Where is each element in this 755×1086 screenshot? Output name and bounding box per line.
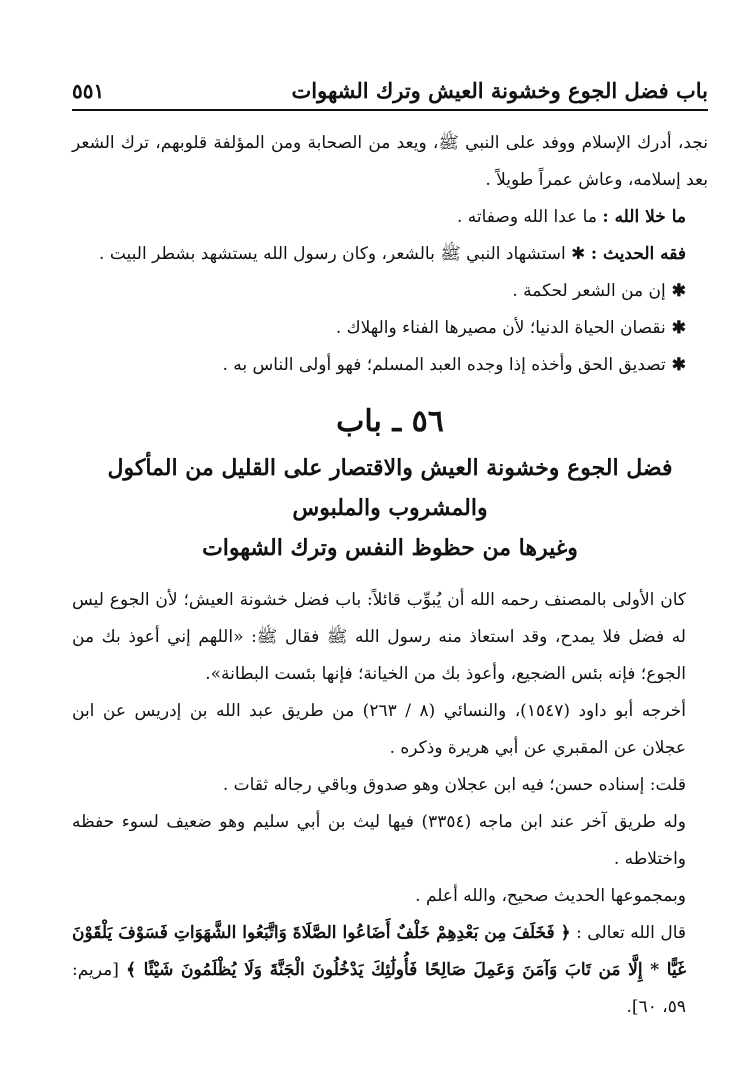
fiqh-label: فقه الحديث :	[590, 244, 686, 264]
bullet-item	[72, 273, 708, 310]
grading-paragraph: قلت: إسناده حسن؛ فيه ابن عجلان وهو صدوق وباقي رجاله ثقات .	[222, 775, 686, 795]
ma-khala-text: ما عدا الله وصفاته .	[456, 207, 597, 227]
asterisk-icon: ✱	[571, 244, 586, 264]
other-route-paragraph: وله طريق آخر عند ابن ماجه (٣٣٥٤) فيها ليث بن أبي سليم وهو ضعيف لسوء حفظه واختلاطه .	[72, 812, 686, 869]
quran-lead: قال الله تعالى :	[576, 923, 687, 943]
quran-paragraph	[72, 915, 708, 1026]
chapter-title-line2: وغيرها من حظوظ النفس وترك الشهوات	[202, 535, 578, 561]
asterisk-icon: ✱	[671, 318, 686, 338]
header-title: باب فضل الجوع وخشونة العيش وترك الشهوات	[291, 78, 708, 103]
ma-khala-definition	[72, 199, 708, 236]
conclusion-paragraph: وبمجموعها الحديث صحيح، والله أعلم .	[415, 886, 686, 906]
quran-verse: ﴿ فَخَلَفَ مِن بَعْدِهِمْ خَلْفٌ أَضَاعُوا الصَّلَاةَ وَاتَّبَعُوا الشَّهَوَاتِ فَسَوْفَ يَلْقَوْنَ غَيًّا * إِلَّا مَن تَابَ وَآمَنَ وَعَمِلَ صَالِحًا فَأُولَٰئِكَ يَدْخُلُونَ الْجَنَّةَ وَلَا يُظْلَمُونَ شَيْئًا ﴾	[72, 923, 687, 980]
asterisk-icon: ✱	[671, 281, 686, 301]
running-header	[72, 78, 708, 111]
asterisk-icon: ✱	[671, 355, 686, 375]
chapter-title-line1: فضل الجوع وخشونة العيش والاقتصار على القليل من المأكول والمشروب والملبوس	[107, 455, 673, 521]
takhrij-paragraph: أخرجه أبو داود (١٥٤٧)، والنسائي (٨ / ٢٦٣) من طريق عبد الله بن إدريس عن ابن عجلان عن المقبري عن أبي هريرة وذكره .	[72, 701, 686, 758]
page-number: ٥٥١	[72, 79, 105, 103]
bullet-text: نقصان الحياة الدنيا؛ لأن مصيرها الفناء والهلاك .	[335, 318, 666, 338]
bullet-item	[72, 310, 708, 347]
chapter-title	[72, 448, 708, 568]
chapter-number: ٥٦ ـ باب	[336, 404, 444, 439]
page	[72, 78, 708, 1026]
bullet-text: إن من الشعر لحكمة .	[512, 281, 666, 301]
ma-khala-label: ما خلا الله :	[602, 207, 686, 227]
quran-reference: [مريم: ٥٩، ٦٠].	[72, 960, 686, 1017]
page-body	[72, 125, 708, 384]
bullet-item	[72, 347, 708, 384]
chapter-body	[72, 582, 708, 1026]
fiqh-text: استشهاد النبي ﷺ بالشعر، وكان رسول الله يستشهد بشطر البيت .	[99, 244, 566, 264]
fiqh-paragraph	[72, 236, 708, 273]
intro-paragraph: نجد، أدرك الإسلام ووفد على النبي ﷺ، ويعد من الصحابة ومن المؤلفة قلوبهم، ترك الشعر بعد إسلامه، وعاش عمراً طويلاً .	[72, 133, 708, 190]
bullet-text: تصديق الحق وأخذه إذا وجده العبد المسلم؛ فهو أولى الناس به .	[222, 355, 666, 375]
commentary-paragraph: كان الأولى بالمصنف رحمه الله أن يُبوِّب قائلاً: باب فضل خشونة العيش؛ لأن الجوع ليس له فضل فلا يمدح، وقد استعاذ منه رسول الله ﷺ فقال ﷺ: «اللهم إني أعوذ بك من الجوع؛ فإنه بئس الضجيع، وأعوذ بك من الخيانة؛ فإنها بئست البطانة».	[72, 590, 686, 684]
